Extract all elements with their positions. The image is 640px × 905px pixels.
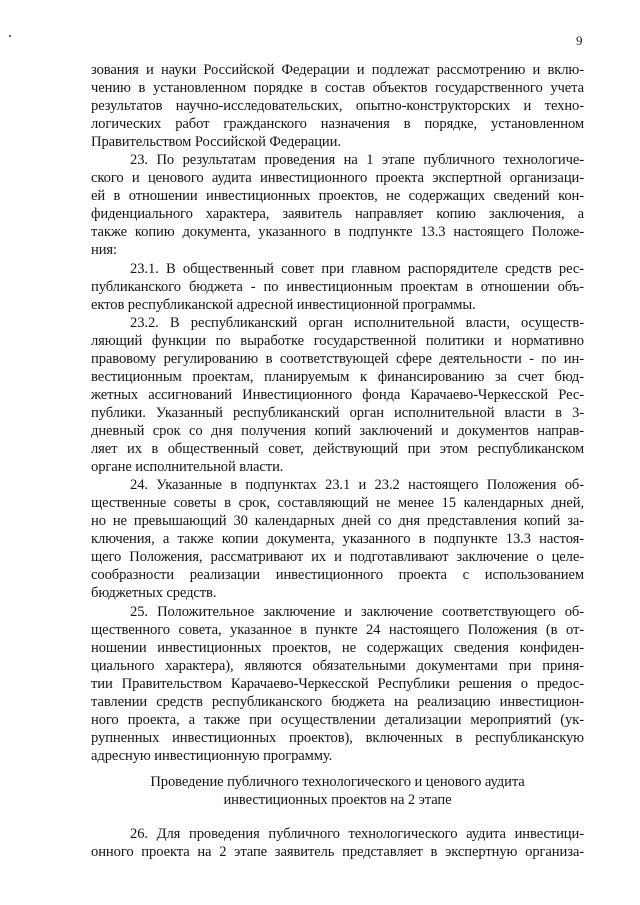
text-line: ского и ценового аудита инвестиционного проекта экспертной организаци- (91, 170, 584, 186)
text-line: щественного совета, указанное в пункте 24 настоящего Положения (в от- (91, 622, 584, 638)
text-line: ния: (91, 242, 117, 258)
text-line: сообразности реализации инвестиционного проекта с использованием (91, 567, 584, 583)
text-line: публиканского бюджета - по инвестиционным проектам в отношении объ- (91, 279, 584, 295)
text-line: щего Положения, рассматривают их и подготавливают заключение о целе- (91, 549, 584, 565)
text-line: 23.1. В общественный совет при главном распорядителе средств рес- (130, 261, 584, 277)
text-line: чению в установленном порядке в состав объектов государственного учета (91, 80, 584, 96)
text-line: тавлении средств республиканского бюджета на реализацию инвестицион- (91, 694, 584, 710)
text-line: адресную инвестиционную программу. (91, 748, 333, 764)
text-line: дневный срок со дня получения копий заключений и документов направ- (91, 423, 584, 439)
text-line: рупненных инвестиционных проектов), включенных в республиканскую (91, 730, 584, 746)
text-line: ношении инвестиционных проектов, не содержащих сведения конфиден- (91, 640, 584, 656)
section-heading-line: Проведение публичного технологического и ценового аудита (150, 774, 525, 790)
text-line: ей в отношении инвестиционных проектов, не содержащих сведений кон- (91, 188, 584, 204)
scan-mark (9, 35, 11, 37)
text-line: ключения, а также копии документа, указанного в подпункте 13.3 настоя- (91, 531, 584, 547)
text-line: фиденциального характера, заявитель направляет копию заключения, а (91, 206, 584, 222)
text-line: 26. Для проведения публичного технологического аудита инвестици- (130, 826, 584, 842)
text-line: правовому регулированию в соответствующей сфере деятельности - по ин- (91, 351, 584, 367)
text-line: щественные советы в срок, составляющий не менее 15 календарных дней, (91, 495, 584, 511)
text-line: 24. Указанные в подпунктах 23.1 и 23.2 настоящего Положения об- (130, 477, 584, 493)
text-line: ного проекта, а также при осуществлении детализации мероприятий (ук- (91, 712, 584, 728)
text-line: публики. Указанный республиканский орган исполнительной власти в 3- (91, 405, 584, 421)
text-line: 23. По результатам проведения на 1 этапе публичного технологиче- (130, 152, 584, 168)
text-line: бюджетных средств. (91, 585, 217, 601)
text-line: ляющий функции по выработке государственной политики и нормативно (91, 333, 584, 349)
text-line: вестиционным проектам, планируемым к финансированию за счет бюд- (91, 369, 584, 385)
text-line: 25. Положительное заключение и заключение соответствующего об- (130, 604, 584, 620)
text-line: но не превышающий 30 календарных дней со дня представления копий за- (91, 513, 584, 529)
text-line: циального характера), являются обязательными документами при приня- (91, 658, 584, 674)
section-heading-line: инвестиционных проектов на 2 этапе (223, 792, 452, 808)
text-line: также копию документа, указанного в подпункте 13.3 настоящего Положе- (91, 224, 584, 240)
text-line: тии Правительством Карачаево-Черкесской Республики решения о предос- (91, 676, 584, 692)
text-line: логических работ гражданского назначения в порядке, установленном (91, 116, 584, 132)
text-line: онного проекта на 2 этапе заявитель представляет в экспертную организа- (91, 844, 584, 860)
text-line: ляет их в общественный совет, действующий при этом республиканском (91, 441, 584, 457)
text-line: 23.2. В республиканский орган исполнительной власти, осуществ- (130, 315, 584, 331)
text-line: ектов республиканской адресной инвестиционной программы. (91, 297, 476, 313)
text-line: результатов научно-исследовательских, опытно-конструкторских и техно- (91, 98, 584, 114)
text-line: органе исполнительной власти. (91, 459, 284, 475)
page-number: 9 (576, 33, 583, 48)
text-line: жетных ассигнований Инвестиционного фонда Карачаево-Черкесской Рес- (91, 387, 584, 403)
text-line: Правительством Российской Федерации. (91, 134, 341, 150)
text-line: зования и науки Российской Федерации и подлежат рассмотрению и вклю- (91, 62, 584, 78)
